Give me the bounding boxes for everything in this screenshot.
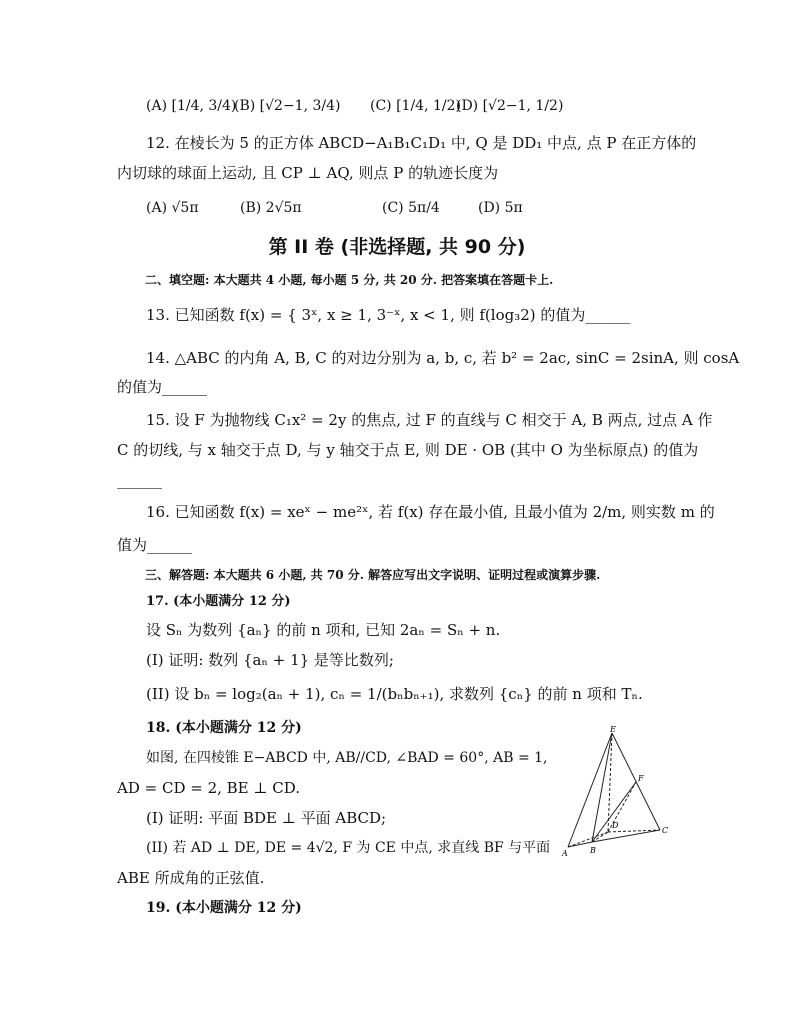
q12-option-d: (D) 5π <box>478 200 523 216</box>
option-a: (A) [1/4, 3/4) <box>146 98 237 114</box>
question-18-line-1: 如图, 在四棱锥 E−ABCD 中, AB//CD, ∠BAD = 60°, AB = 1, <box>146 750 548 766</box>
question-17-header: 17. (本小题满分 12 分) <box>146 594 291 609</box>
label-d: D <box>612 821 619 830</box>
section-2-title: 第 II 卷 (非选择题, 共 90 分) <box>268 236 526 258</box>
question-17-line-1: 设 Sₙ 为数列 {aₙ} 的前 n 项和, 已知 2aₙ = Sₙ + n. <box>146 621 501 639</box>
q12-option-a: (A) √5π <box>146 200 199 216</box>
section-3-note: 三、解答题: 本大题共 6 小题, 共 70 分. 解答应写出文字说明、证明过程或演算步骤. <box>145 568 601 582</box>
label-e: E <box>610 725 616 734</box>
question-15-line-3: ______ <box>117 471 162 489</box>
option-c: (C) [1/4, 1/2) <box>370 98 461 114</box>
question-13: 13. 已知函数 f(x) = { 3ˣ, x ≥ 1, 3⁻ˣ, x < 1, 则 f(log₃2) 的值为______ <box>146 306 631 324</box>
option-d: (D) [√2−1, 1/2) <box>456 98 564 114</box>
question-15-line-1: 15. 设 F 为抛物线 C₁x² = 2y 的焦点, 过 F 的直线与 C 相交于 A, B 两点, 过点 A 作 <box>146 411 713 429</box>
edge-ec <box>612 733 660 830</box>
question-12-line-1: 12. 在棱长为 5 的正方体 ABCD−A₁B₁C₁D₁ 中, Q 是 DD₁ 中点, 点 P 在正方体的 <box>146 134 697 152</box>
label-c: C <box>662 826 669 835</box>
edge-ea <box>568 733 612 847</box>
question-14-line-1: 14. △ABC 的内角 A, B, C 的对边分别为 a, b, c, 若 b² = 2ac, sinC = 2sinA, 则 cosA <box>146 349 740 367</box>
label-b: B <box>590 846 596 855</box>
question-18-header: 18. (本小题满分 12 分) <box>146 720 302 736</box>
question-17-line-3: (II) 设 bₙ = log₂(aₙ + 1), cₙ = 1/(bₙbₙ₊₁), 求数列 {cₙ} 的前 n 项和 Tₙ. <box>146 685 643 703</box>
question-18-line-3: (I) 证明: 平面 BDE ⊥ 平面 ABCD; <box>146 809 387 827</box>
question-15-line-2: C 的切线, 与 x 轴交于点 D, 与 y 轴交于点 E, 则 DE · OB (其中 O 为坐标原点) 的值为 <box>117 441 699 459</box>
question-18-line-2: AD = CD = 2, BE ⊥ CD. <box>117 779 301 797</box>
question-17-line-2: (I) 证明: 数列 {aₙ + 1} 是等比数列; <box>146 651 394 669</box>
question-16-line-1: 16. 已知函数 f(x) = xeˣ − me²ˣ, 若 f(x) 存在最小值, 且最小值为 2/m, 则实数 m 的 <box>146 503 715 521</box>
question-14-line-2: 的值为______ <box>117 378 208 396</box>
question-12-line-2: 内切球的球面上运动, 且 CP ⊥ AQ, 则点 P 的轨迹长度为 <box>117 164 499 182</box>
question-16-line-2: 值为______ <box>117 536 193 554</box>
label-f: F <box>638 774 644 783</box>
section-2-note: 二、填空题: 本大题共 4 小题, 每小题 5 分, 共 20 分. 把答案填在答题卡上. <box>145 273 554 287</box>
edge-ad <box>568 832 608 847</box>
option-b: (B) [√2−1, 3/4) <box>234 98 341 114</box>
question-18-line-4: (II) 若 AD ⊥ DE, DE = 4√2, F 为 CE 中点, 求直线 BF 与平面 <box>146 840 551 856</box>
label-a: A <box>562 849 568 858</box>
pyramid-figure <box>560 725 680 865</box>
question-18-line-5: ABE 所成角的正弦值. <box>117 869 265 887</box>
segment-bf <box>592 782 636 842</box>
edge-eb <box>592 733 612 842</box>
question-19-header: 19. (本小题满分 12 分) <box>146 900 302 916</box>
q12-option-b: (B) 2√5π <box>240 200 302 216</box>
q12-option-c: (C) 5π/4 <box>382 200 440 216</box>
